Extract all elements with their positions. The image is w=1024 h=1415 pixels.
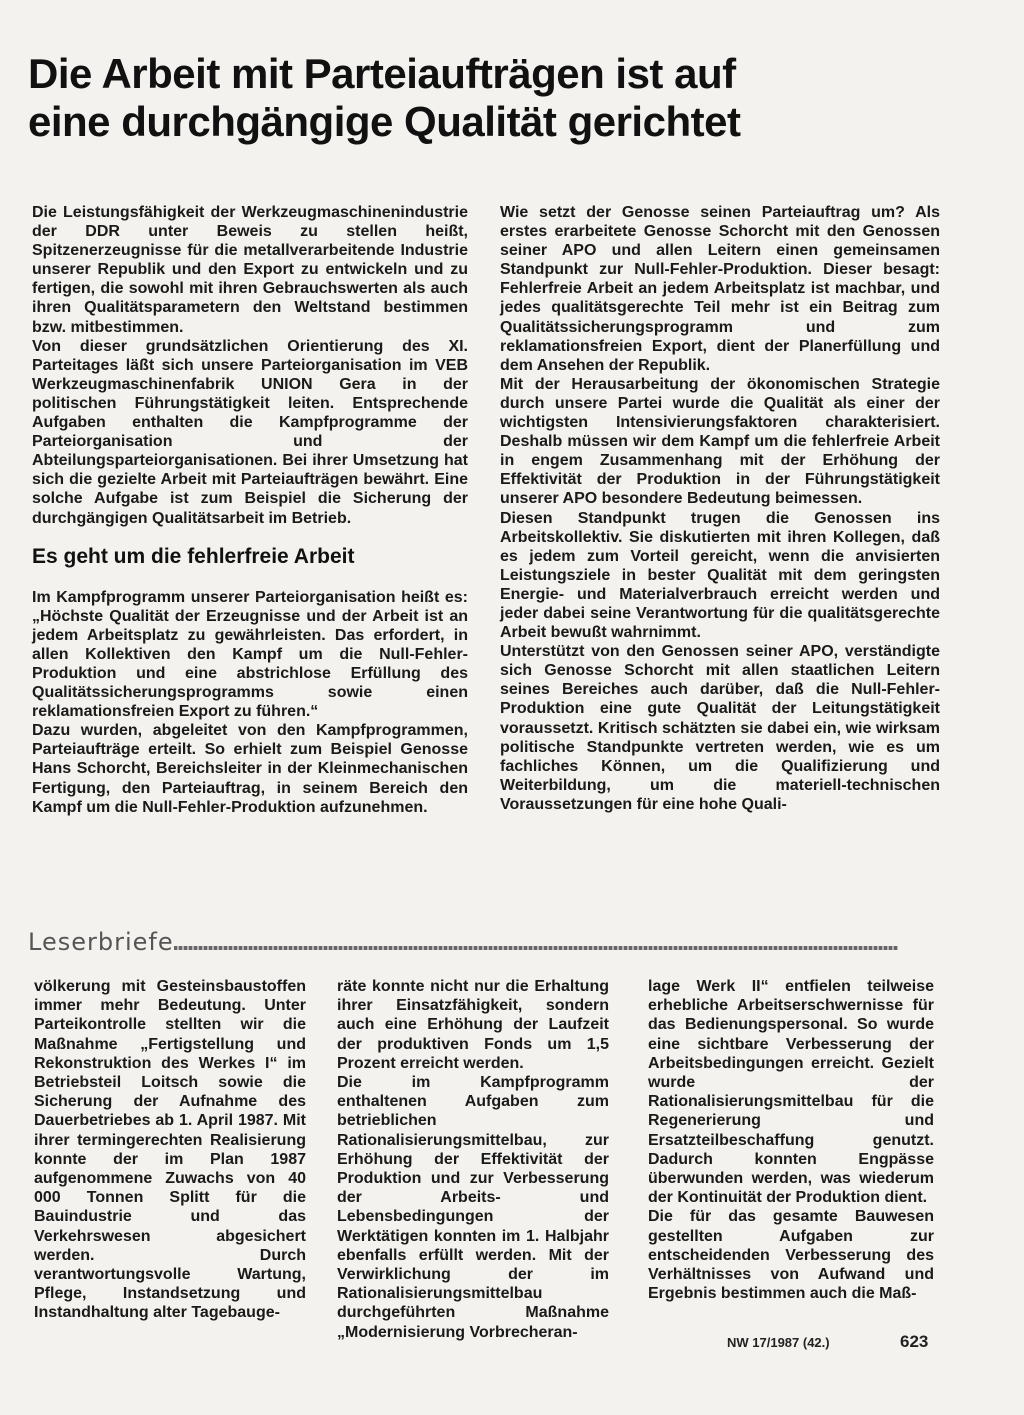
issue-reference: NW 17/1987 (42.) xyxy=(727,1335,830,1350)
paragraph: lage Werk II“ entfielen teilweise erhebliche Arbeitserschwernisse für das Bedienungspersonal. So wurde eine sichtbare Verbesserung der Arbeitsbedingungen erreicht. Gezielt wurde der Rationalisierungsmittelbau für die Regenerierung und Ersatzteilbeschaffung genutzt. Dadurch konnten Engpässe überwunden werden, was wiederum der Kontinuität der Produktion dient. xyxy=(648,978,934,1207)
letters-column-2 xyxy=(337,977,609,1342)
paragraph: völkerung mit Gesteinsbaustoffen immer mehr Bedeutung. Unter Parteikontrolle stellten wir die Maßnahme „Fertigstellung und Rekonstruktion des Werkes I“ im Betriebsteil Loitsch sowie die Sicherung der Aufnahme des Dauerbetriebes ab 1. April 1987. Mit ihrer termingerechten Realisierung konnte der im Plan 1987 aufgenommene Zuwachs von 40 000 Tonnen Splitt für die Bauindustrie und das Verkehrswesen abgesichert werden. Durch verantwortungsvolle Wartung, Pflege, Instandsetzung und Instandhaltung alter Tagebauge- xyxy=(34,978,306,1322)
paragraph: Die im Kampfprogramm enthaltenen Aufgaben zum betrieblichen Rationalisierungsmittelbau, zur Erhöhung der Effektivität der Produktion und zur Verbesserung der Arbeits- und Lebensbedingungen der Werktätigen konnten im 1. Halbjahr ebenfalls erfüllt werden. Mit der Verwirklichung der im Rationalisierungsmittelbau durchgeführten Maßnahme „Modernisierung Vorbrecheran- xyxy=(337,1074,609,1341)
letters-column-1 xyxy=(34,977,306,1323)
paragraph: Diesen Standpunkt trugen die Genossen ins Arbeitskollektiv. Sie diskutierten mit ihren Kollegen, daß es jedem zum Vorteil gereicht, wenn die anvisierten Leistungsziele in bester Qualität mit dem geringsten Energie- und Materialverbrauch erreicht werden und jeder dabei seine Verantwortung für die qualitätsgerechte Arbeit bewußt wahrnimmt. xyxy=(500,509,940,642)
paragraph: räte konnte nicht nur die Erhaltung ihrer Einsatzfähigkeit, sondern auch eine Erhöhung der Laufzeit der produktiven Fonds um 1,5 Prozent erreicht werden. xyxy=(337,978,609,1072)
title-line-1: Die Arbeit mit Parteiaufträgen ist auf xyxy=(28,50,736,97)
paragraph: Wie setzt der Genosse seinen Parteiauftrag um? Als erstes erarbeitete Genosse Schorcht mit den Genossen seiner APO und allen Leitern einen gemeinsamen Standpunkt zur Null-Fehler-Produktion. Dieser besagt: Fehlerfreie Arbeit an jedem Arbeitsplatz ist machbar, und jedes qualitätsgerechte Teil mehr ist ein Beitrag zum Qualitätssicherungsprogramm und zum reklamationsfreien Export, dient der Planerfüllung und dem Ansehen der Republik. xyxy=(500,204,940,374)
section-divider xyxy=(174,946,898,950)
letters-section-label: Leserbriefe xyxy=(28,928,174,956)
paragraph: Von dieser grundsätzlichen Orientierung des XI. Parteitages läßt sich unsere Parteiorganisation im VEB Werkzeugmaschinenfabrik UNION Gera in der politischen Führungstätigkeit leiten. Entsprechende Aufgaben enthalten die Kampfprogramme der Parteiorganisation und der Abteilungsparteiorganisationen. Bei ihrer Umsetzung hat sich die gezielte Arbeit mit Parteiaufträgen bewährt. Eine solche Aufgabe ist zum Beispiel die Sicherung der durchgängigen Qualitätsarbeit im Betrieb. xyxy=(32,337,468,527)
section-subheading: Es geht um die fehlerfreie Arbeit xyxy=(32,544,355,568)
paragraph: Im Kampfprogramm unserer Parteiorganisation heißt es: „Höchste Qualität der Erzeugnisse und der Arbeit ist an jedem Arbeitsplatz zu gewährleisten. Das erfordert, in allen Kollektiven den Kampf um die Null-Fehler-Produktion und eine abstrichlose Erfüllung des Qualitätssicherungsprogramms sowie einen reklamationsfreien Export zu führen.“ xyxy=(32,588,468,721)
page-number: 623 xyxy=(900,1332,929,1351)
article-title xyxy=(28,50,848,146)
letters-section-header xyxy=(28,928,898,960)
letters-column-3 xyxy=(648,977,934,1303)
title-line-2: eine durchgängige Qualität gerichtet xyxy=(28,98,741,145)
paragraph: Dazu wurden, abgeleitet von den Kampfprogrammen, Parteiaufträge erteilt. So erhielt zum Beispiel Genosse Hans Schorcht, Bereichsleiter in der Kleinmechanischen Fertigung, den Parteiauftrag, in seinem Bereich den Kampf um die Null-Fehler-Produktion aufzunehmen. xyxy=(32,722,468,816)
paragraph: Die für das gesamte Bauwesen gestellten Aufgaben zur entscheidenden Verbesserung des Verhältnisses von Aufwand und Ergebnis bestimmen auch die Maß- xyxy=(648,1208,934,1303)
paragraph: Die Leistungsfähigkeit der Werkzeugmaschinenindustrie der DDR unter Beweis zu stellen heißt, Spitzenerzeugnisse für die metallverarbeitende Industrie unserer Republik und den Export zu entwickeln und zu fertigen, die sowohl mit ihren Gebrauchswerten als auch ihren Qualitätsparametern den Weltstand bestimmen bzw. mitbestimmen. xyxy=(32,204,468,336)
article-right-column xyxy=(500,203,940,814)
paragraph: Mit der Herausarbeitung der ökonomischen Strategie durch unsere Partei wurde die Qualität als einer der wichtigsten Intensivierungsfaktoren charakterisiert. Deshalb müssen wir dem Kampf um die fehlerfreie Arbeit in engem Zusammenhang mit der Erhöhung der Effektivität der Produktion in der Führungstätigkeit unserer APO besondere Bedeutung beimessen. xyxy=(500,375,940,508)
article-left-column xyxy=(32,203,468,817)
paragraph: Unterstützt von den Genossen seiner APO, verständigte sich Genosse Schorcht mit allen staatlichen Leitern seines Bereiches auch darüber, daß die Null-Fehler-Produktion eine gute Qualität der Leitungstätigkeit voraussetzt. Kritisch schätzten sie dabei ein, wie wirksam politische Standpunkte vertreten werden, wie es um fachliches Können, um die Qualifizierung und Weiterbildung, um die materiell-technischen Voraussetzungen für eine hohe Quali- xyxy=(500,643,940,813)
